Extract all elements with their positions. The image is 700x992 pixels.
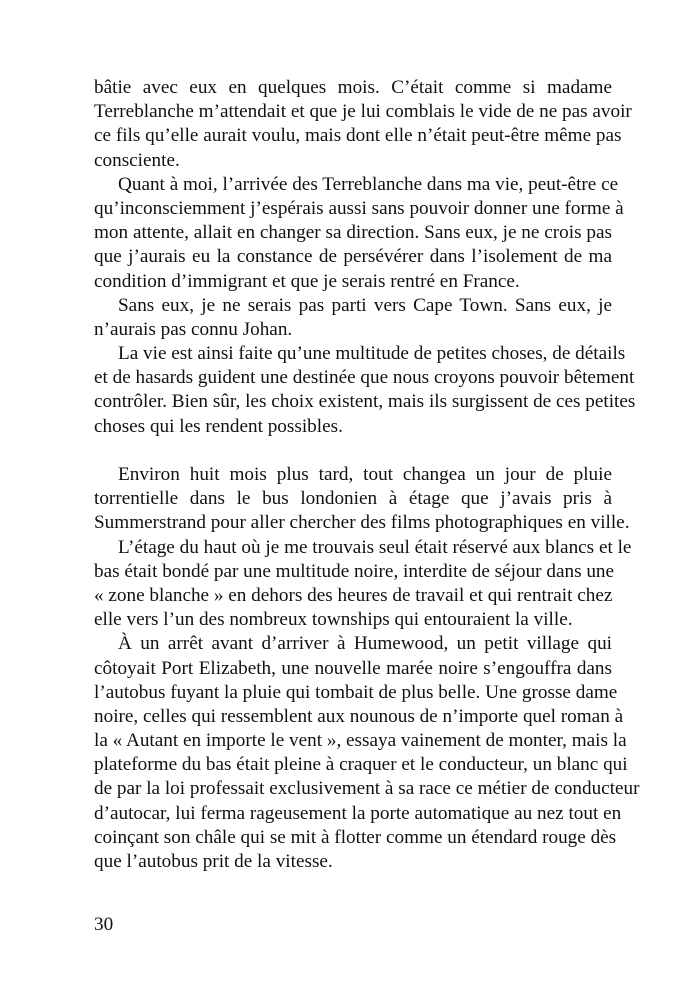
text-line: de par la loi professait exclusivement à sa race ce métier de conducteur (94, 778, 640, 800)
text-line: contrôler. Bien sûr, les choix existent, mais ils surgissent de ces petites (94, 391, 636, 413)
page-number: 30 (94, 914, 114, 935)
text-line: noire, celles qui ressemblent aux nounous de n’importe quel roman à (94, 705, 624, 727)
paragraph (94, 76, 632, 173)
paragraph (94, 632, 640, 874)
text-line: côtoyait Port Elizabeth, une nouvelle marée noire s’engouffra dans (94, 657, 612, 679)
text-line: plateforme du bas était pleine à craquer et le conducteur, un blanc qui (94, 754, 628, 776)
section-break (94, 439, 612, 463)
paragraph (94, 342, 636, 439)
text-line: L’étage du haut où je me trouvais seul était réservé aux blancs et le (118, 536, 632, 558)
text-line: elle vers l’un des nombreux townships qui entouraient la ville. (94, 609, 573, 631)
text-line: condition d’immigrant et que je serais rentré en France. (94, 270, 520, 292)
text-line: La vie est ainsi faite qu’une multitude de petites choses, de détails (118, 343, 626, 365)
paragraph (94, 536, 632, 633)
text-line: Sans eux, je ne serais pas parti vers Cape Town. Sans eux, je (118, 294, 612, 316)
text-line: choses qui les rendent possibles. (94, 415, 343, 437)
text-line: Quant à moi, l’arrivée des Terreblanche dans ma vie, peut-être ce (118, 173, 619, 195)
text-line: d’autocar, lui ferma rageusement la porte automatique au nez tout en (94, 802, 622, 824)
paragraph (94, 294, 612, 342)
text-line: Summerstrand pour aller chercher des films photographiques en ville. (94, 512, 630, 534)
page-body (94, 76, 640, 874)
text-line: et de hasards guident une destinée que nous croyons pouvoir bêtement (94, 367, 635, 389)
paragraph (94, 463, 630, 536)
text-line: ce fils qu’elle aurait voulu, mais dont elle n’était peut-être même pas (94, 125, 622, 147)
text-line: torrentielle dans le bus londonien à étage que j’avais pris à (94, 488, 612, 510)
text-line: que j’aurais eu la constance de persévérer dans l’isolement de ma (94, 246, 612, 268)
text-line: bas était bondé par une multitude noire, interdite de séjour dans une (94, 560, 615, 582)
text-line: l’autobus fuyant la pluie qui tombait de plus belle. Une grosse dame (94, 681, 618, 703)
text-line: Environ huit mois plus tard, tout changea un jour de pluie (118, 464, 612, 485)
paragraph (94, 173, 624, 294)
text-line: n’aurais pas connu Johan. (94, 318, 293, 340)
text-line: coinçant son châle qui se mit à flotter comme un étendard rouge dès (94, 826, 617, 848)
text-line: qu’inconsciemment j’espérais aussi sans pouvoir donner une forme à (94, 197, 624, 219)
text-line: mon attente, allait en changer sa direction. Sans eux, je ne crois pas (94, 222, 612, 244)
text-line: bâtie avec eux en quelques mois. C’était comme si madame (94, 77, 612, 98)
text-line: que l’autobus prit de la vitesse. (94, 851, 333, 872)
text-line: À un arrêt avant d’arriver à Humewood, un petit village qui (118, 633, 612, 655)
text-line: consciente. (94, 149, 180, 171)
text-line: Terreblanche m’attendait et que je lui comblais le vide de ne pas avoir (94, 101, 632, 123)
text-line: « zone blanche » en dehors des heures de travail et qui rentrait chez (94, 584, 613, 606)
text-line: la « Autant en importe le vent », essaya vainement de monter, mais la (94, 730, 627, 752)
